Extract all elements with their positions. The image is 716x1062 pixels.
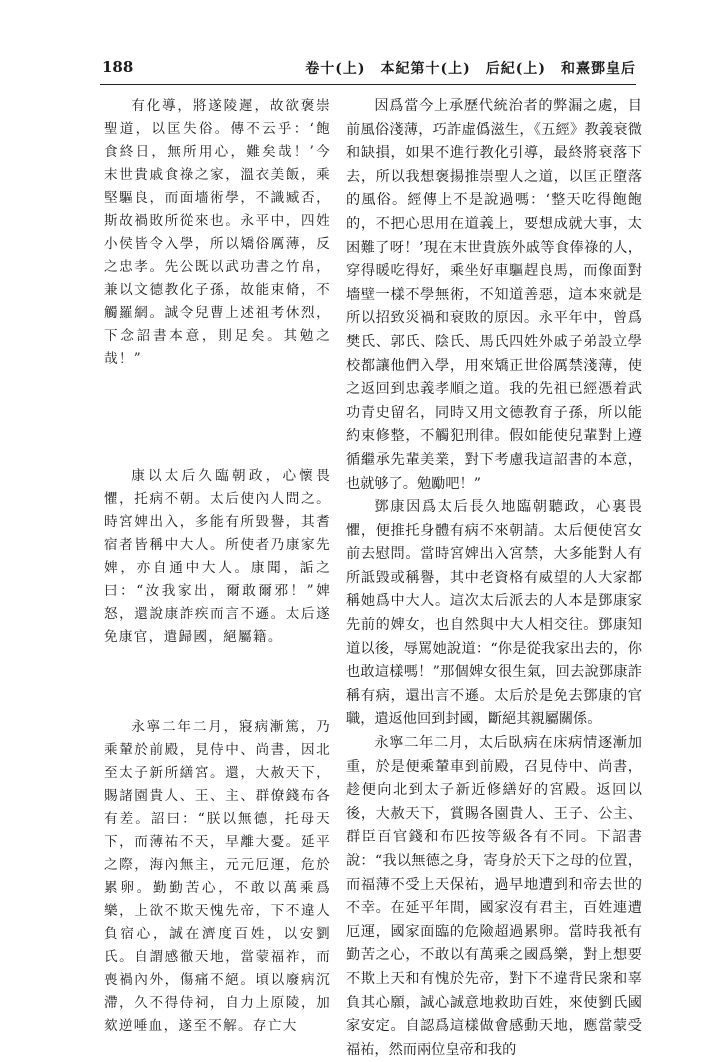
page-number: 188 bbox=[102, 58, 134, 76]
page-header bbox=[0, 0, 716, 96]
classical-text-column bbox=[104, 95, 331, 1038]
classical-paragraph-1: 有化導，將遂陵遲，故欲褒崇聖道，以匡失俗。傳不云乎：‘飽食終日，無所用心，難矣哉！’今末世貴戚食祿之家，溫衣美飯，乘堅驅良，而面墻術學，不識臧否，斯故禍敗所從來也。永平中，四姓小侯皆令入學，所以矯俗厲薄，反之忠孝。先公既以武功書之竹帛，兼以文德教化子孫，故能束脩，不觸羅網。誠令兒曹上述祖考休烈，下念詔書本意，則足矣。其勉之哉！” bbox=[104, 98, 331, 367]
translation-column bbox=[346, 95, 642, 1062]
running-title: 卷十(上) 本紀第十(上) 后紀(上) 和熹鄧皇后 bbox=[305, 61, 636, 77]
classical-paragraph-3: 永寧二年二月，寢病漸篤，乃乘輦於前殿，見侍中、尚書，因北至太子新所繕宮。還，大赦天下，賜諸園貴人、王、主、群僚錢布各有差。詔曰：“朕以無德，托母天下，而薄祐不天，早離大憂。延平之際，海內無主，元元厄運，危於累卵。勤勤苦心，不敢以萬乘爲樂，上欲不欺天愧先帝，下不違人負宿心，誠在濟度百姓，以安劉氏。自謂感徹天地，當蒙福祚，而喪禍內外，傷痛不絕。頃以廢病沉滯，久不得侍祠，自力上原陵，加欬逆唾血，遂至不解。存亡大 bbox=[104, 719, 331, 1034]
classical-paragraph-2: 康以太后久臨朝政，心懷畏懼，托病不朝。太后使內人問之。時宮婢出入，多能有所毀譽，其耆宿者皆稱中大人。所使者乃康家先婢，亦自通中大人。康聞，詬之曰：“汝我家出，爾敢爾邪！”婢怒，還說康詐疾而言不遜。太后遂免康官，遣歸國，絕屬籍。 bbox=[104, 468, 331, 645]
translation-paragraph-2: 鄧康因爲太后長久地臨朝聽政，心裏畏懼，便推托身體有病不來朝請。太后便使宮女前去慰問。當時宮婢出入宮禁，大多能對人有所詆毀或稱譽，其中老資格有威望的人大家都稱她爲中大人。這次太后派去的人本是鄧康家先前的婢女，也自然與中大人相交往。鄧康知道以後，辱罵她說道：“你是從我家出去的，你也敢這樣嗎！”那個婢女很生氣，回去說鄧康詐稱有病，還出言不遜。太后於是免去鄧康的官職，遣返他回到封國，斷絕其親屬關係。 bbox=[346, 499, 642, 728]
header-rule bbox=[100, 84, 636, 85]
translation-paragraph-3: 永寧二年二月，太后臥病在床病情逐漸加重，於是便乘輦車到前殿，召見侍中、尚書，趁便向北到太子新近修繕好的宮殿。返回以後，大赦天下，賞賜各園貴人、王子、公主、群臣百官錢和布匹按等級各有不同。下詔書說：“我以無德之身，寄身於天下之母的位置，而福薄不受上天保祐，過早地遭到和帝去世的不幸。在延平年間，國家沒有君主，百姓連遭厄運，國家面臨的危險超過累卵。當時我衹有勤苦之心，不敢以有萬乘之國爲樂，對上想要不欺上天和有愧於先帝，對下不違背民衆和辜負其心願，誠心誠意地救助百姓，來使劉氏國家安定。自認爲這樣做會感動天地，應當蒙受福祐，然而兩位皇帝和我的 bbox=[346, 735, 642, 1058]
translation-paragraph-1: 因爲當今上承歷代統治者的弊漏之處，目前風俗淺薄，巧詐虛僞滋生，《五經》教義衰微和缺損，如果不進行教化引導，最終將衰落下去，所以我想褒揚推崇聖人之道，以匡正墮落的風俗。經傳上不是說過嗎：‘整天吃得飽飽的，不把心思用在道義上，要想成就大事，太困難了呀！’現在末世貴族外戚等食俸祿的人，穿得暖吃得好，乘坐好車驅趕良馬，而像面對墻壁一樣不學無術，不知道善惡，這本來就是所以招致災禍和衰敗的原因。永平年中，曾爲樊氏、郭氏、陰氏、馬氏四姓外戚子弟設立學校都讓他們入學，用來矯正世俗厲禁淺薄，使之返回到忠義孝順之道。我的先祖已經憑着武功青史留名，同時又用文德教育子孫，所以能約束修整，不觸犯刑律。假如能使兒輩對上遵循繼承先輩美業，對下考慮我這詔書的本意，也就够了。勉勵吧！” bbox=[346, 98, 642, 492]
